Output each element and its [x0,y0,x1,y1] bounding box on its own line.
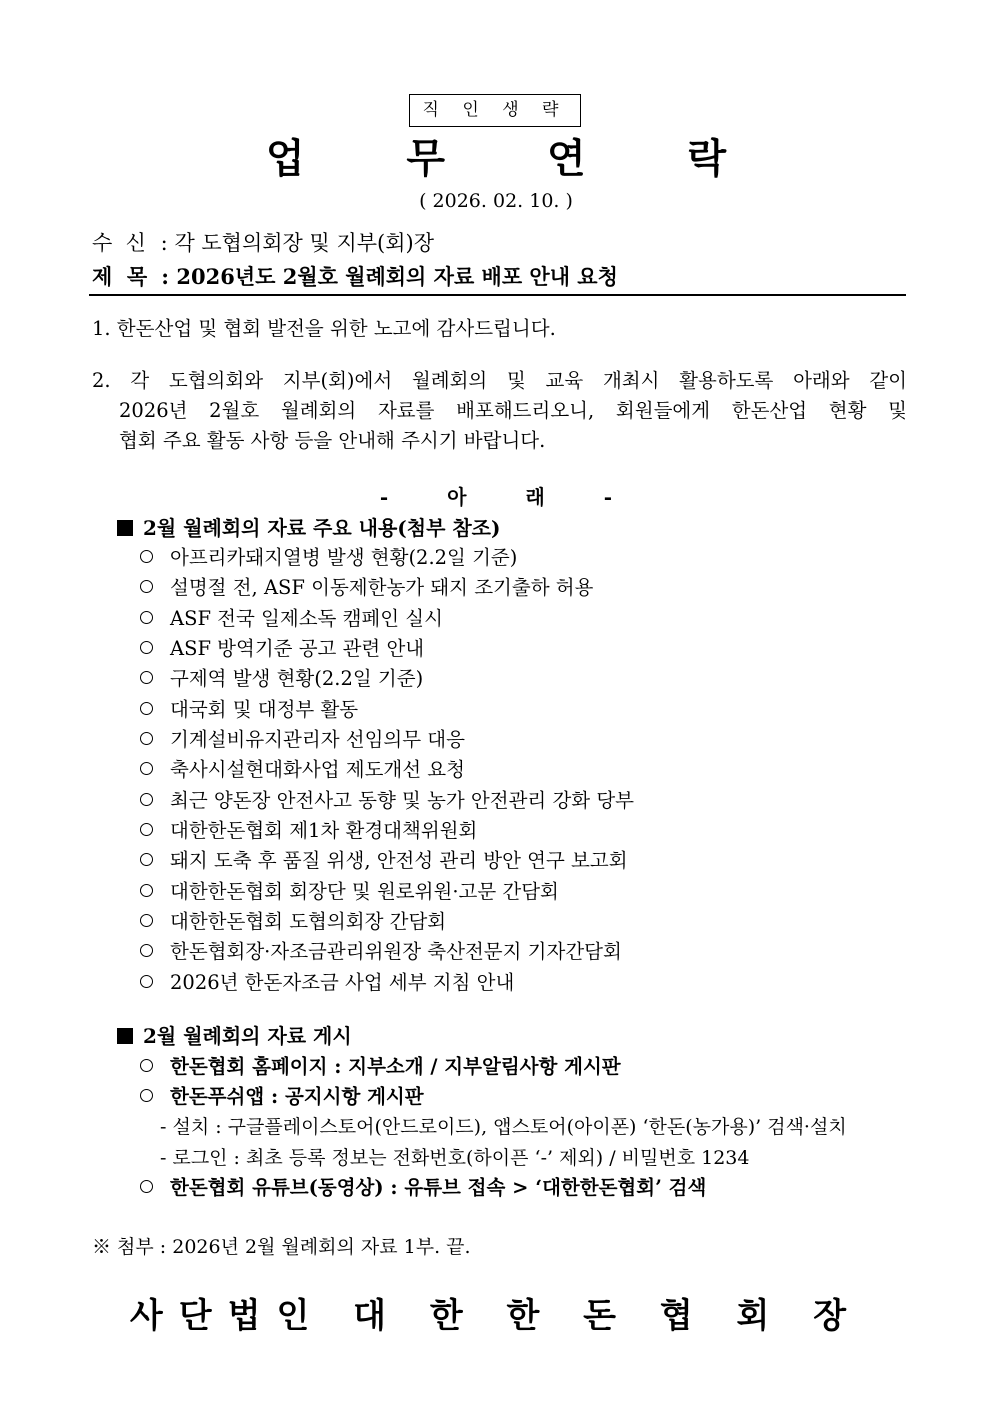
paragraph-1: 1. 한돈산업 및 협회 발전을 위한 노고에 감사드립니다. [92,317,556,340]
list-item [140,755,465,785]
list-item [140,937,622,967]
list-item-text: ASF 방역기준 공고 관련 안내 [170,637,425,660]
list-item-text: 구제역 발생 현황(2.2일 기준) [170,667,424,690]
circle-bullet-icon [140,793,153,806]
subject-value: 2026년도 2월호 월례회의 자료 배포 안내 요청 [176,264,618,289]
list-item-text: 설명절 전, ASF 이동제한농가 돼지 조기출하 허용 [170,576,594,599]
circle-bullet-icon [140,580,153,593]
circle-bullet-icon [140,975,153,988]
list-item-text: 축사시설현대화사업 제도개선 요청 [170,758,465,781]
list-item-text: 기계설비유지관리자 선임의무 대응 [170,728,465,751]
list-item-text: 대한한돈협회 도협의회장 간담회 [170,910,447,933]
subject-separator: : [154,264,177,289]
list-item-text: 대한한돈협회 제1차 환경대책위원회 [170,819,478,842]
circle-bullet-icon [140,1059,153,1072]
list-item [140,877,559,907]
circle-bullet-icon [140,550,153,563]
list-item [140,1052,621,1082]
list-item [140,786,634,816]
circle-bullet-icon [140,732,153,745]
paragraph-2-line-1: 2. 각 도협의회와 지부(회)에서 월례회의 및 교육 개최시 활용하도록 아래와 같이 [92,369,907,392]
circle-bullet-icon [140,914,153,927]
list-item [140,816,477,846]
paragraph-2 [92,366,907,456]
list-item-text: 최근 양돈장 안전사고 동향 및 농가 안전관리 강화 당부 [170,789,635,812]
subject-label: 제 목 [92,264,148,289]
section-2-title: 2월 월례회의 자료 게시 [143,1024,352,1048]
list-item [140,1173,706,1203]
recipient-value: 각 도협의회장 및 지부(회)장 [174,231,434,255]
list-item [140,968,514,998]
list-item [140,846,628,876]
circle-bullet-icon [140,853,153,866]
circle-bullet-icon [140,641,153,654]
circle-bullet-icon [140,762,153,775]
list-item-text: ASF 전국 일제소독 캠페인 실시 [170,607,443,630]
circle-bullet-icon [140,823,153,836]
login-instruction: - 로그인 : 최초 등록 정보는 전화번호(하이픈 ‘-’ 제외) / 비밀번호 1234 [160,1147,750,1169]
signature-line: 사단법인 대 한 한 돈 협 회 장 [129,1296,863,1336]
circle-bullet-icon [140,944,153,957]
circle-bullet-icon [140,884,153,897]
list-item-text: 한돈푸쉬앱 : 공지시항 게시판 [170,1085,424,1108]
list-item [140,543,517,573]
black-square-bullet-icon [117,520,133,536]
header-divider [89,294,906,296]
section-1-title: 2월 월례회의 자료 주요 내용(첨부 참조) [143,516,501,540]
list-item-text: 대한한돈협회 회장단 및 원로위원·고문 간담회 [170,880,559,903]
list-item [140,695,358,725]
list-item-text: 돼지 도축 후 품질 위생, 안전성 관리 방안 연구 보고회 [170,849,628,872]
paragraph-2-line-2: 2026년 2월호 월례회의 자료를 배포해드리오니, 회원들에게 한돈산업 현황 및 [119,399,907,422]
list-item [140,1082,424,1112]
seal-omitted-box: 직 인 생 략 [409,94,581,127]
circle-bullet-icon [140,702,153,715]
list-item-text: 한돈협회장·자조금관리위원장 축산전문지 기자간담회 [170,940,622,963]
list-item [140,634,424,664]
list-item-text: 한돈협회 홈페이지 : 지부소개 / 지부알림사항 게시판 [170,1055,621,1078]
paragraph-2-line-3: 협회 주요 활동 사항 등을 안내해 주시기 바랍니다. [119,429,546,452]
recipient-label: 수 신 [92,231,146,255]
recipient-line [92,228,434,258]
details-heading: - 아 래 - [379,485,639,509]
section-2-heading [117,1021,352,1051]
list-item [140,725,465,755]
document-date: ( 2026. 02. 10. ) [419,190,573,212]
recipient-separator: : [154,231,175,255]
list-item-text: 대국회 및 대정부 활동 [170,698,359,721]
circle-bullet-icon [140,671,153,684]
subject-line [92,262,618,292]
circle-bullet-icon [140,1089,153,1102]
black-square-bullet-icon [117,1028,133,1044]
circle-bullet-icon [140,611,153,624]
attachment-note: ※ 첨부 : 2026년 2월 월례회의 자료 1부. 끝. [92,1236,471,1258]
document-title: 업 무 연 락 [265,135,771,182]
list-item [140,604,443,634]
list-item-text: 한돈협회 유튜브(동영상) : 유튜브 접속 > ‘대한한돈협회’ 검색 [170,1176,707,1199]
install-instruction: - 설치 : 구글플레이스토어(안드로이드), 앱스토어(아이폰) ‘한돈(농가용)’ 검색·설치 [160,1116,847,1138]
section-1-heading [117,513,500,543]
list-item-text: 2026년 한돈자조금 사업 세부 지침 안내 [170,971,515,994]
list-item [140,573,593,603]
list-item-text: 아프리카돼지열병 발생 현황(2.2일 기준) [170,546,518,569]
circle-bullet-icon [140,1180,153,1193]
list-item [140,907,446,937]
list-item [140,664,423,694]
